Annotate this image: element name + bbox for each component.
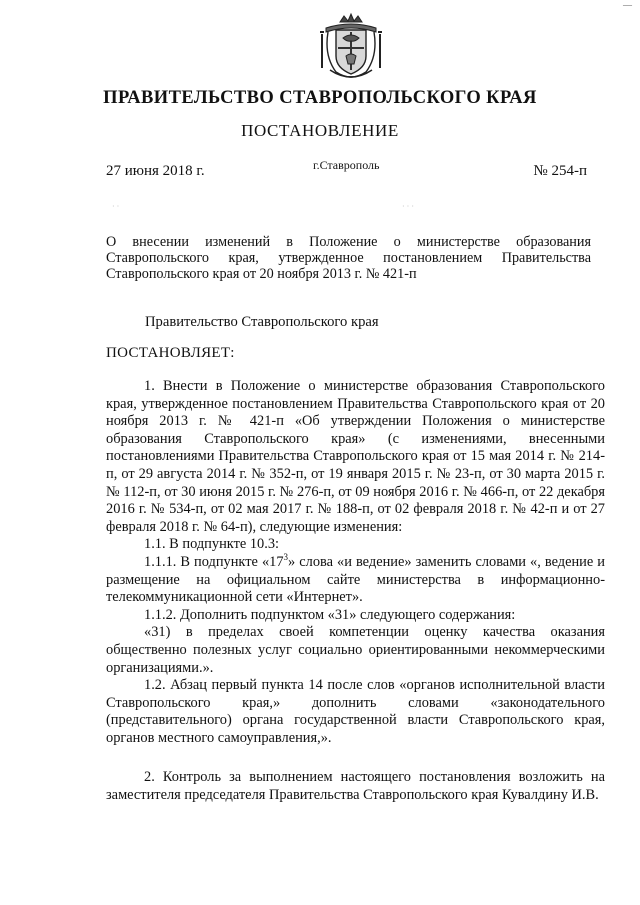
paragraph-1-1: 1.1. В подпункте 10.3: — [144, 536, 280, 553]
paragraph-1-1-1-end: » слова «и ведение» заменить словами «, ведение и размещение на официальном сайте министерства в информационно-телекоммуникационной сети «Интернет». — [106, 553, 605, 606]
paragraph-2: 2. Контроль за выполнением настоящего постановления возложить на заместителя председателя Правительства Ставропольского края Кувалдину И.В. — [106, 769, 605, 804]
document-type: ПОСТАНОВЛЕНИЕ — [241, 121, 399, 140]
document-subject: О внесении изменений в Положение о министерстве образования Ставропольского края, утвержденное постановлением Правительства Ставропольского края от 20 ноября 2013 г. № 421-п — [106, 234, 591, 282]
superscript: 3 — [283, 552, 289, 563]
corner-mark: — — [623, 0, 632, 10]
paragraph-1-2: 1.2. Абзац первый пункта 14 после слов «органов исполнительной власти Ставропольского края,» дополнить словами «законодательного (представительного) органа государственной власти Ставропольского края, органов местного самоуправления,». — [106, 677, 605, 746]
document-date: 27 июня 2018 г. — [106, 163, 205, 179]
paragraph-1: 1. Внести в Положение о министерстве образования Ставропольского края, утвержденное постановлением Правительства Ставропольского края от 20 ноября 2013 г. № 421-п «Об утверждении Положения о министерстве образования Ставропольского края» (с изменениями, внесенными постановлениями Правительства Ставропольского края от 15 мая 2014 г. № 214-п, от 29 августа 2014 г. № 352-п, от 19 января 2015 г. № 23-п, от 30 марта 2015 г. № 112-п, от 30 июня 2015 г. № 276-п, от 09 ноября 2016 г. № 466-п, от 22 декабря 2016 г. № 534-п, от 02 мая 2017 г. № 188-п, от 02 февраля 2018 г. № 42-п и от 27 февраля 2018 г. № 64-п), следующие изменения: — [106, 378, 605, 535]
coat-of-arms-icon — [318, 12, 384, 82]
paragraph-1-1-1 — [106, 554, 605, 607]
paragraph-1-1-2-text: «31) в пределах своей компетенции оценку качества оказания общественно полезных услуг социально ориентированными некоммерческими организациями.». — [106, 624, 605, 676]
document-body — [106, 378, 605, 805]
paragraph-1-1-1-start: 1.1.1. В подпункте «17 — [144, 553, 284, 570]
document-city: г.Ставрополь — [313, 158, 380, 172]
scan-speck: · · — [112, 202, 120, 211]
government-title: ПРАВИТЕЛЬСТВО СТАВРОПОЛЬСКОГО КРАЯ — [103, 88, 537, 108]
scan-speck: · · · — [402, 202, 414, 211]
decree-word: ПОСТАНОВЛЯЕТ: — [106, 345, 235, 361]
document-number: № 254-п — [533, 163, 587, 179]
paragraph-1-1-2: 1.1.2. Дополнить подпунктом «31» следующего содержания: — [144, 606, 516, 623]
issuer: Правительство Ставропольского края — [145, 314, 379, 330]
